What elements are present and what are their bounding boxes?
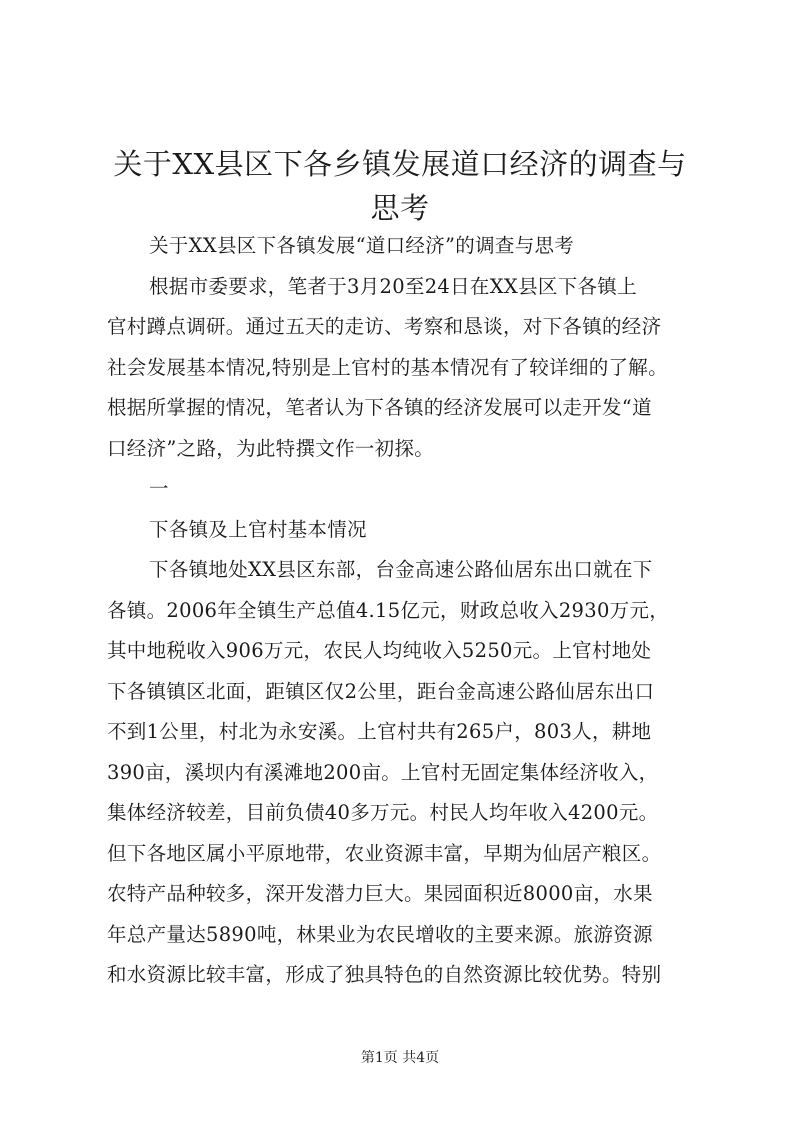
section-number: 一 xyxy=(149,477,169,500)
paragraph-line: 下各镇地处XX县区东部，台金高速公路仙居东出口就在下 xyxy=(149,558,653,581)
title-line-2: 思考 xyxy=(370,191,430,225)
paragraph-line: 集体经济较差，目前负债40多万元。村民人均年收入4200元。 xyxy=(107,801,659,824)
paragraph-line: 下各镇镇区北面，距镇区仅2公里，距台金高速公路仙居东出口 xyxy=(107,679,655,703)
paragraph-line: 各镇。2006年全镇生产总值4.15亿元，财政总收入2930万元， xyxy=(107,598,670,622)
title-line-1: 关于XX县区下各乡镇发展道口经济的调查与 xyxy=(113,147,687,181)
paragraph-line: 其中地税收入906万元，农民人均纯收入5250元。上官村地处 xyxy=(107,639,652,662)
paragraph-line: 农特产品种较多，深开发潜力巨大。果园面积近8000亩，水果 xyxy=(107,882,653,905)
document-title xyxy=(100,142,700,230)
paragraph-line: 根据所掌握的情况，笔者认为下各镇的经济发展可以走开发“道 xyxy=(107,396,652,419)
paragraph-line: 根据市委要求，笔者于3月20至24日在XX县区下各镇上 xyxy=(149,274,637,298)
paragraph-line: 官村蹲点调研。通过五天的走访、考察和恳谈，对下各镇的经济 xyxy=(107,315,662,338)
section-heading: 下各镇及上官村基本情况 xyxy=(149,517,367,541)
subtitle-line: 关于XX县区下各镇发展“道口经济”的调查与思考 xyxy=(149,234,575,257)
paragraph-line: 社会发展基本情况,特别是上官村的基本情况有了较详细的了解。 xyxy=(107,355,668,379)
paragraph-line: 不到1公里，村北为永安溪。上官村共有265户，803人，耕地 xyxy=(107,720,652,743)
paragraph-line: 但下各地区属小平原地带，农业资源丰富，早期为仙居产粮区。 xyxy=(107,841,662,865)
paragraph-line: 和水资源比较丰富，形成了独具特色的自然资源比较优势。特别 xyxy=(107,963,662,986)
paragraph-line: 390亩，溪坝内有溪滩地200亩。上官村无固定集体经济收入， xyxy=(107,760,659,784)
page-footer: 第1页 共4页 xyxy=(360,1050,440,1066)
document-body xyxy=(107,226,707,996)
paragraph-line: 年总产量达5890吨，林果业为农民增收的主要来源。旅游资源 xyxy=(107,922,653,946)
paragraph-line: 口经济”之路，为此特撰文作一初探。 xyxy=(107,436,435,460)
